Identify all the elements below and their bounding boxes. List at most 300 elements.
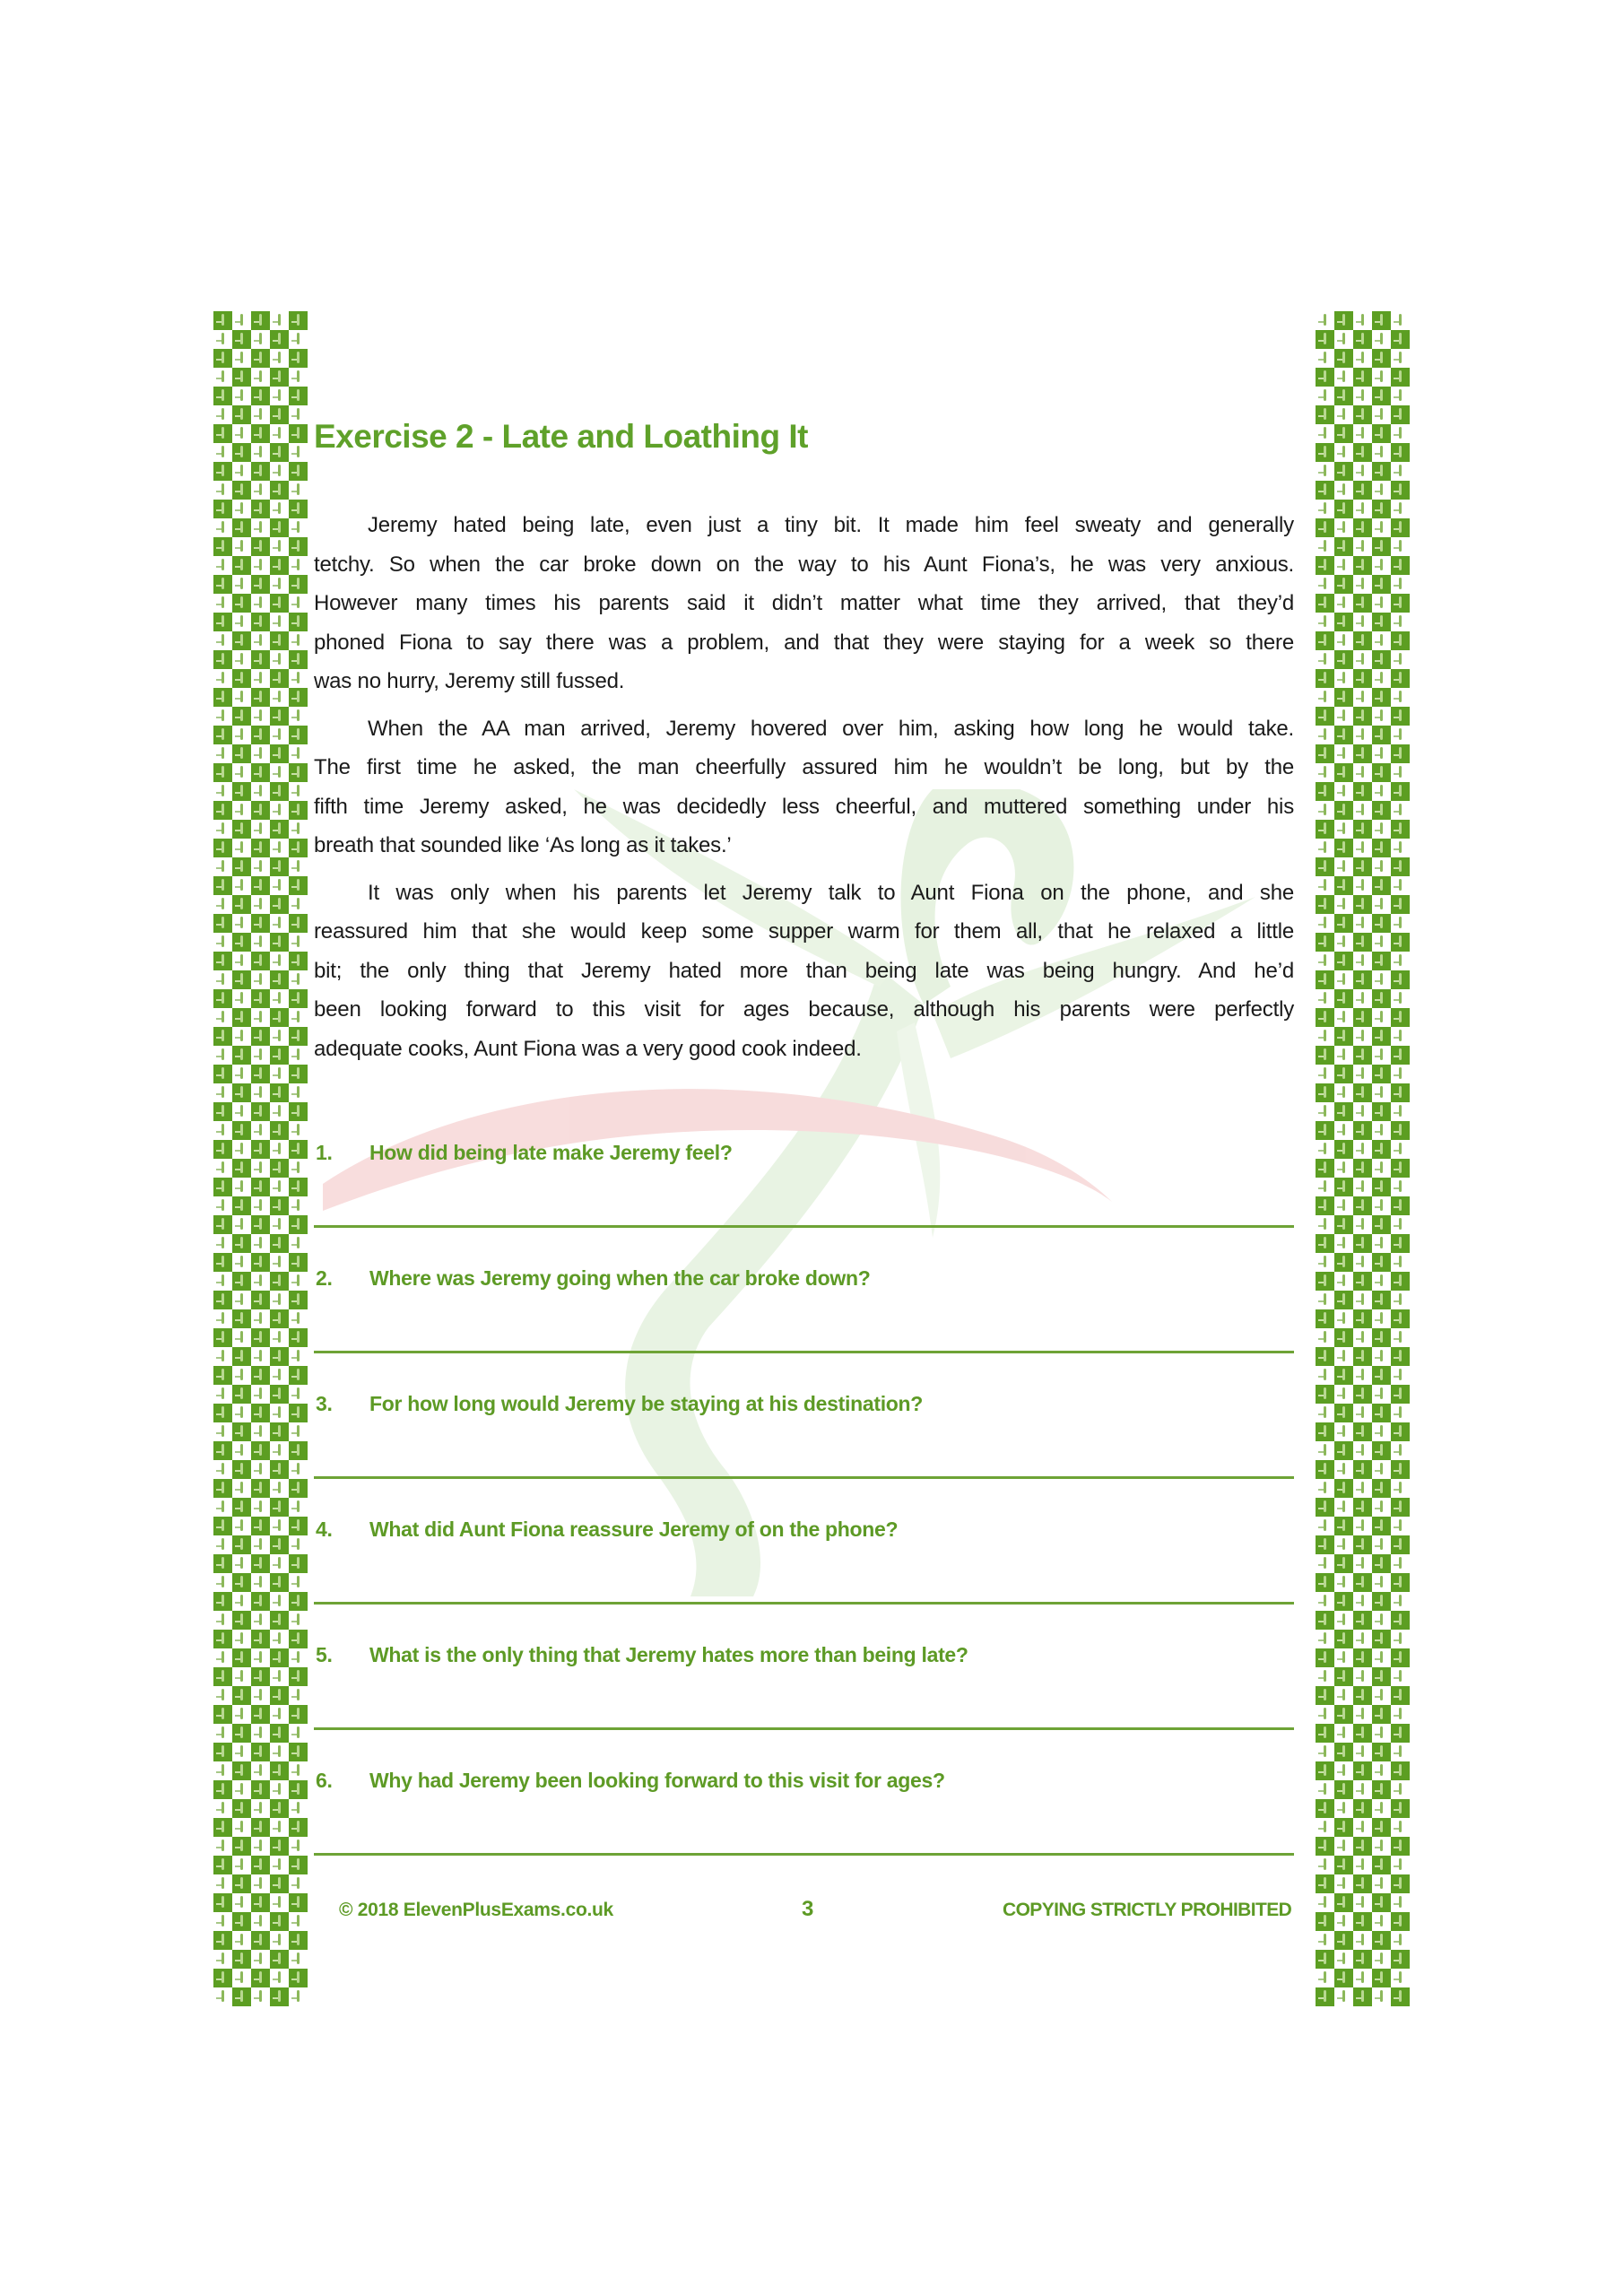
checkerboard-runner-icon [1334, 1253, 1353, 1272]
checkerboard-runner-icon [1372, 933, 1391, 952]
checkerboard-runner-icon [1316, 518, 1334, 537]
checkerboard-runner-icon [1391, 462, 1410, 481]
passage-line: adequate cooks, Aunt Fiona was a very good cook indeed. [314, 1036, 862, 1061]
checkerboard-runner-icon [1334, 1347, 1353, 1366]
checkerboard-runner-icon [1372, 1818, 1391, 1837]
checkerboard-runner-icon [1334, 1893, 1353, 1912]
checkerboard-runner-icon [1334, 820, 1353, 839]
checkerboard-runner-icon [232, 1724, 251, 1743]
checkerboard-runner-icon [213, 914, 232, 933]
checkerboard-runner-icon [213, 1611, 232, 1630]
checkerboard-runner-icon [1334, 801, 1353, 820]
answer-line-6[interactable] [314, 1853, 1294, 1856]
checkerboard-runner-icon [251, 330, 270, 349]
answer-line-5[interactable] [314, 1727, 1294, 1730]
question-4 [314, 1518, 1294, 1553]
checkerboard-runner-icon [232, 556, 251, 575]
checkerboard-runner-icon [1353, 1648, 1372, 1667]
checkerboard-runner-icon [1391, 876, 1410, 895]
checkerboard-runner-icon [1316, 1987, 1334, 2006]
checkerboard-runner-icon [270, 1008, 289, 1027]
checkerboard-runner-icon [289, 1856, 308, 1874]
checkerboard-runner-icon [213, 1422, 232, 1441]
checkerboard-runner-icon [1391, 1196, 1410, 1215]
checkerboard-runner-icon [289, 443, 308, 462]
page-number: 3 [802, 1897, 814, 1921]
checkerboard-runner-icon [1353, 613, 1372, 631]
checkerboard-runner-icon [270, 895, 289, 914]
checkerboard-runner-icon [270, 1969, 289, 1987]
checkerboard-runner-icon [1334, 424, 1353, 443]
checkerboard-runner-icon [1334, 594, 1353, 613]
checkerboard-runner-icon [270, 500, 289, 518]
checkerboard-runner-icon [251, 857, 270, 876]
checkerboard-runner-icon [270, 1234, 289, 1253]
checkerboard-runner-icon [232, 349, 251, 368]
checkerboard-runner-icon [1353, 1554, 1372, 1573]
question-number: 3. [316, 1392, 333, 1415]
checkerboard-runner-icon [251, 1027, 270, 1046]
checkerboard-runner-icon [213, 726, 232, 744]
checkerboard-runner-icon [1334, 688, 1353, 707]
checkerboard-runner-icon [270, 744, 289, 763]
left-checkerboard-border [213, 311, 308, 2006]
checkerboard-runner-icon [270, 1648, 289, 1667]
checkerboard-runner-icon [270, 1912, 289, 1931]
checkerboard-runner-icon [232, 1498, 251, 1517]
checkerboard-runner-icon [232, 1856, 251, 1874]
checkerboard-runner-icon [232, 1686, 251, 1705]
checkerboard-runner-icon [1372, 424, 1391, 443]
checkerboard-runner-icon [1353, 1083, 1372, 1102]
checkerboard-runner-icon [1372, 857, 1391, 876]
checkerboard-runner-icon [232, 1535, 251, 1554]
checkerboard-runner-icon [1372, 1046, 1391, 1065]
checkerboard-runner-icon [1353, 1102, 1372, 1121]
checkerboard-runner-icon [1372, 1648, 1391, 1667]
checkerboard-runner-icon [1372, 349, 1391, 368]
checkerboard-runner-icon [1391, 1215, 1410, 1234]
checkerboard-runner-icon [1316, 500, 1334, 518]
checkerboard-runner-icon [232, 1121, 251, 1140]
footer-notice: COPYING STRICTLY PROHIBITED [1003, 1900, 1292, 1920]
checkerboard-runner-icon [213, 876, 232, 895]
checkerboard-runner-icon [251, 1178, 270, 1196]
checkerboard-runner-icon [232, 839, 251, 857]
checkerboard-runner-icon [1334, 707, 1353, 726]
checkerboard-runner-icon [289, 1611, 308, 1630]
checkerboard-runner-icon [1391, 1856, 1410, 1874]
checkerboard-runner-icon [289, 1987, 308, 2006]
checkerboard-runner-icon [270, 537, 289, 556]
checkerboard-runner-icon [213, 1328, 232, 1347]
checkerboard-runner-icon [251, 820, 270, 839]
checkerboard-runner-icon [1334, 1874, 1353, 1893]
checkerboard-runner-icon [213, 1931, 232, 1950]
checkerboard-runner-icon [232, 933, 251, 952]
checkerboard-runner-icon [1391, 895, 1410, 914]
checkerboard-runner-icon [1372, 594, 1391, 613]
checkerboard-runner-icon [232, 424, 251, 443]
checkerboard-runner-icon [270, 1083, 289, 1102]
checkerboard-runner-icon [1353, 857, 1372, 876]
checkerboard-runner-icon [1391, 1987, 1410, 2006]
checkerboard-runner-icon [1316, 405, 1334, 424]
checkerboard-runner-icon [1391, 1592, 1410, 1611]
checkerboard-runner-icon [1334, 1517, 1353, 1535]
checkerboard-runner-icon [1334, 349, 1353, 368]
checkerboard-runner-icon [270, 405, 289, 424]
checkerboard-runner-icon [1391, 1498, 1410, 1517]
checkerboard-runner-icon [1353, 1479, 1372, 1498]
checkerboard-runner-icon [213, 443, 232, 462]
checkerboard-runner-icon [251, 424, 270, 443]
checkerboard-runner-icon [213, 1309, 232, 1328]
checkerboard-runner-icon [1372, 744, 1391, 763]
checkerboard-runner-icon [213, 1121, 232, 1140]
question-text: Where was Jeremy going when the car broke down? [369, 1266, 871, 1290]
checkerboard-runner-icon [213, 424, 232, 443]
checkerboard-runner-icon [1316, 1630, 1334, 1648]
checkerboard-runner-icon [232, 481, 251, 500]
checkerboard-runner-icon [1334, 857, 1353, 876]
checkerboard-runner-icon [232, 537, 251, 556]
checkerboard-runner-icon [1391, 387, 1410, 405]
checkerboard-runner-icon [1353, 462, 1372, 481]
checkerboard-runner-icon [270, 1215, 289, 1234]
checkerboard-runner-icon [1334, 1724, 1353, 1743]
checkerboard-runner-icon [251, 1385, 270, 1404]
checkerboard-runner-icon [1372, 330, 1391, 349]
checkerboard-runner-icon [1391, 1780, 1410, 1799]
checkerboard-runner-icon [1353, 537, 1372, 556]
checkerboard-runner-icon [1372, 481, 1391, 500]
checkerboard-runner-icon [251, 462, 270, 481]
checkerboard-runner-icon [270, 1479, 289, 1498]
passage-line: When the AA man arrived, Jeremy hovered over him, asking how long he would take. [368, 716, 1294, 741]
checkerboard-runner-icon [1334, 537, 1353, 556]
checkerboard-runner-icon [213, 1912, 232, 1931]
checkerboard-runner-icon [213, 1837, 232, 1856]
checkerboard-runner-icon [270, 349, 289, 368]
checkerboard-runner-icon [232, 1912, 251, 1931]
answer-line-2[interactable] [314, 1351, 1294, 1353]
passage-line: fifth time Jeremy asked, he was decidedly less cheerful, and muttered something under his [314, 794, 1294, 819]
checkerboard-runner-icon [1316, 1743, 1334, 1761]
checkerboard-runner-icon [1391, 1761, 1410, 1780]
checkerboard-runner-icon [251, 1592, 270, 1611]
checkerboard-runner-icon [1334, 782, 1353, 801]
checkerboard-runner-icon [1334, 1969, 1353, 1987]
checkerboard-runner-icon [270, 970, 289, 989]
checkerboard-runner-icon [1334, 1592, 1353, 1611]
checkerboard-runner-icon [232, 1347, 251, 1366]
checkerboard-runner-icon [213, 688, 232, 707]
answer-line-1[interactable] [314, 1225, 1294, 1228]
question-text: For how long would Jeremy be staying at his destination? [369, 1392, 924, 1415]
checkerboard-runner-icon [1391, 933, 1410, 952]
checkerboard-runner-icon [251, 613, 270, 631]
checkerboard-runner-icon [1372, 1837, 1391, 1856]
checkerboard-runner-icon [1316, 387, 1334, 405]
checkerboard-runner-icon [1334, 763, 1353, 782]
checkerboard-runner-icon [1391, 1667, 1410, 1686]
checkerboard-runner-icon [232, 575, 251, 594]
checkerboard-runner-icon [1372, 1385, 1391, 1404]
checkerboard-runner-icon [289, 1912, 308, 1931]
checkerboard-runner-icon [251, 989, 270, 1008]
question-text: How did being late make Jeremy feel? [369, 1141, 733, 1164]
checkerboard-runner-icon [1353, 1385, 1372, 1404]
checkerboard-runner-icon [270, 1987, 289, 2006]
checkerboard-runner-icon [232, 1460, 251, 1479]
checkerboard-runner-icon [232, 1648, 251, 1667]
checkerboard-runner-icon [1334, 989, 1353, 1008]
checkerboard-runner-icon [1334, 1196, 1353, 1215]
checkerboard-runner-icon [1391, 1648, 1410, 1667]
checkerboard-runner-icon [289, 1950, 308, 1969]
checkerboard-runner-icon [1391, 744, 1410, 763]
checkerboard-runner-icon [1316, 669, 1334, 688]
checkerboard-runner-icon [232, 1611, 251, 1630]
checkerboard-runner-icon [213, 1592, 232, 1611]
passage-line: It was only when his parents let Jeremy talk to Aunt Fiona on the phone, and she [368, 880, 1294, 905]
checkerboard-runner-icon [1391, 820, 1410, 839]
checkerboard-runner-icon [1353, 1215, 1372, 1234]
checkerboard-runner-icon [270, 1178, 289, 1196]
checkerboard-runner-icon [1372, 1159, 1391, 1178]
checkerboard-runner-icon [1391, 1441, 1410, 1460]
checkerboard-runner-icon [213, 782, 232, 801]
checkerboard-runner-icon [270, 669, 289, 688]
checkerboard-runner-icon [1334, 1309, 1353, 1328]
checkerboard-runner-icon [1316, 1893, 1334, 1912]
checkerboard-runner-icon [1353, 952, 1372, 970]
checkerboard-runner-icon [289, 1705, 308, 1724]
checkerboard-runner-icon [232, 1008, 251, 1027]
checkerboard-runner-icon [213, 1573, 232, 1592]
checkerboard-runner-icon [1372, 1083, 1391, 1102]
checkerboard-runner-icon [1353, 1140, 1372, 1159]
checkerboard-runner-icon [1353, 782, 1372, 801]
checkerboard-runner-icon [1372, 556, 1391, 575]
checkerboard-runner-icon [1353, 387, 1372, 405]
checkerboard-runner-icon [1334, 1215, 1353, 1234]
checkerboard-runner-icon [1334, 1554, 1353, 1573]
checkerboard-runner-icon [1372, 820, 1391, 839]
checkerboard-runner-icon [251, 1950, 270, 1969]
checkerboard-runner-icon [213, 1272, 232, 1291]
checkerboard-runner-icon [270, 1799, 289, 1818]
checkerboard-runner-icon [289, 1799, 308, 1818]
checkerboard-runner-icon [251, 1761, 270, 1780]
checkerboard-runner-icon [1391, 1234, 1410, 1253]
checkerboard-runner-icon [1372, 1611, 1391, 1630]
checkerboard-runner-icon [1334, 1837, 1353, 1856]
checkerboard-runner-icon [1372, 1724, 1391, 1743]
question-6 [314, 1769, 1294, 1805]
checkerboard-runner-icon [270, 1102, 289, 1121]
checkerboard-runner-icon [1391, 1799, 1410, 1818]
checkerboard-runner-icon [1391, 707, 1410, 726]
checkerboard-runner-icon [232, 782, 251, 801]
checkerboard-runner-icon [1353, 575, 1372, 594]
checkerboard-runner-icon [1372, 839, 1391, 857]
checkerboard-runner-icon [1353, 744, 1372, 763]
checkerboard-runner-icon [1334, 1027, 1353, 1046]
checkerboard-runner-icon [1372, 1931, 1391, 1950]
checkerboard-runner-icon [232, 613, 251, 631]
checkerboard-runner-icon [1316, 330, 1334, 349]
checkerboard-runner-icon [251, 669, 270, 688]
checkerboard-runner-icon [232, 1837, 251, 1856]
checkerboard-runner-icon [1334, 368, 1353, 387]
checkerboard-runner-icon [1334, 1705, 1353, 1724]
checkerboard-runner-icon [232, 895, 251, 914]
checkerboard-runner-icon [1391, 594, 1410, 613]
checkerboard-runner-icon [232, 1404, 251, 1422]
checkerboard-runner-icon [213, 1253, 232, 1272]
checkerboard-runner-icon [232, 1761, 251, 1780]
checkerboard-runner-icon [270, 1253, 289, 1272]
checkerboard-runner-icon [1391, 330, 1410, 349]
checkerboard-runner-icon [1353, 1422, 1372, 1441]
checkerboard-runner-icon [232, 952, 251, 970]
checkerboard-runner-icon [1391, 1272, 1410, 1291]
checkerboard-runner-icon [1353, 1931, 1372, 1950]
checkerboard-runner-icon [232, 744, 251, 763]
reading-passage [314, 506, 1294, 1076]
checkerboard-runner-icon [1391, 839, 1410, 857]
checkerboard-runner-icon [1391, 1724, 1410, 1743]
checkerboard-runner-icon [1353, 1799, 1372, 1818]
checkerboard-runner-icon [289, 1686, 308, 1705]
checkerboard-runner-icon [270, 387, 289, 405]
checkerboard-runner-icon [1334, 1140, 1353, 1159]
checkerboard-runner-icon [1353, 1969, 1372, 1987]
checkerboard-runner-icon [1353, 1159, 1372, 1178]
checkerboard-runner-icon [1353, 1611, 1372, 1630]
checkerboard-runner-icon [1334, 1648, 1353, 1667]
checkerboard-runner-icon [251, 1535, 270, 1554]
checkerboard-runner-icon [1316, 1856, 1334, 1874]
checkerboard-runner-icon [213, 1667, 232, 1686]
checkerboard-runner-icon [213, 1234, 232, 1253]
answer-line-4[interactable] [314, 1602, 1294, 1605]
checkerboard-runner-icon [1316, 462, 1334, 481]
passage-line: been looking forward to this visit for ages because, although his parents were perfectly [314, 997, 1294, 1022]
checkerboard-runner-icon [251, 839, 270, 857]
checkerboard-runner-icon [1372, 1422, 1391, 1441]
checkerboard-runner-icon [1353, 1912, 1372, 1931]
checkerboard-runner-icon [1316, 1969, 1334, 1987]
checkerboard-runner-icon [1353, 650, 1372, 669]
checkerboard-runner-icon [1316, 537, 1334, 556]
checkerboard-runner-icon [1372, 970, 1391, 989]
checkerboard-runner-icon [1372, 1215, 1391, 1234]
checkerboard-runner-icon [1316, 1799, 1334, 1818]
checkerboard-runner-icon [1391, 1573, 1410, 1592]
checkerboard-runner-icon [270, 1065, 289, 1083]
checkerboard-runner-icon [1372, 726, 1391, 744]
checkerboard-runner-icon [1372, 500, 1391, 518]
passage-line: tetchy. So when the car broke down on the way to his Aunt Fiona’s, he was very anxious. [314, 552, 1294, 577]
checkerboard-runner-icon [1353, 481, 1372, 500]
checkerboard-runner-icon [213, 1102, 232, 1121]
checkerboard-runner-icon [213, 537, 232, 556]
checkerboard-runner-icon [1372, 1441, 1391, 1460]
checkerboard-runner-icon [213, 631, 232, 650]
checkerboard-runner-icon [251, 1253, 270, 1272]
checkerboard-runner-icon [1334, 1065, 1353, 1083]
checkerboard-runner-icon [1391, 1253, 1410, 1272]
checkerboard-runner-icon [1334, 914, 1353, 933]
checkerboard-runner-icon [1334, 1046, 1353, 1065]
checkerboard-runner-icon [213, 1008, 232, 1027]
checkerboard-runner-icon [251, 914, 270, 933]
checkerboard-runner-icon [1391, 1027, 1410, 1046]
checkerboard-runner-icon [213, 1347, 232, 1366]
question-1 [314, 1141, 1294, 1177]
checkerboard-runner-icon [1334, 1535, 1353, 1554]
checkerboard-runner-icon [251, 405, 270, 424]
checkerboard-runner-icon [1334, 443, 1353, 462]
checkerboard-runner-icon [270, 1196, 289, 1215]
checkerboard-runner-icon [232, 368, 251, 387]
checkerboard-runner-icon [213, 1159, 232, 1178]
checkerboard-runner-icon [213, 405, 232, 424]
checkerboard-runner-icon [1353, 1667, 1372, 1686]
checkerboard-runner-icon [270, 914, 289, 933]
checkerboard-runner-icon [251, 575, 270, 594]
question-text: What did Aunt Fiona reassure Jeremy of on the phone? [369, 1518, 899, 1541]
question-text: Why had Jeremy been looking forward to this visit for ages? [369, 1769, 945, 1792]
checkerboard-runner-icon [270, 1140, 289, 1159]
checkerboard-runner-icon [1353, 801, 1372, 820]
checkerboard-runner-icon [1391, 443, 1410, 462]
answer-line-3[interactable] [314, 1476, 1294, 1479]
checkerboard-runner-icon [251, 1743, 270, 1761]
checkerboard-runner-icon [251, 1856, 270, 1874]
checkerboard-runner-icon [232, 1893, 251, 1912]
checkerboard-runner-icon [1372, 1027, 1391, 1046]
checkerboard-runner-icon [1372, 707, 1391, 726]
checkerboard-runner-icon [1372, 537, 1391, 556]
checkerboard-runner-icon [289, 1818, 308, 1837]
checkerboard-runner-icon [270, 462, 289, 481]
checkerboard-runner-icon [270, 933, 289, 952]
checkerboard-runner-icon [1353, 1535, 1372, 1554]
checkerboard-runner-icon [232, 876, 251, 895]
passage-paragraph [314, 506, 1294, 701]
checkerboard-runner-icon [1391, 1479, 1410, 1498]
checkerboard-runner-icon [289, 424, 308, 443]
checkerboard-runner-icon [232, 650, 251, 669]
checkerboard-runner-icon [289, 311, 308, 330]
checkerboard-runner-icon [1391, 1328, 1410, 1347]
checkerboard-runner-icon [213, 1178, 232, 1196]
checkerboard-runner-icon [1334, 575, 1353, 594]
checkerboard-runner-icon [232, 330, 251, 349]
checkerboard-runner-icon [1316, 726, 1334, 744]
checkerboard-runner-icon [251, 481, 270, 500]
checkerboard-runner-icon [1391, 1404, 1410, 1422]
checkerboard-runner-icon [232, 1234, 251, 1253]
checkerboard-runner-icon [289, 744, 308, 763]
checkerboard-runner-icon [1391, 1046, 1410, 1065]
checkerboard-runner-icon [251, 1874, 270, 1893]
checkerboard-runner-icon [213, 839, 232, 857]
